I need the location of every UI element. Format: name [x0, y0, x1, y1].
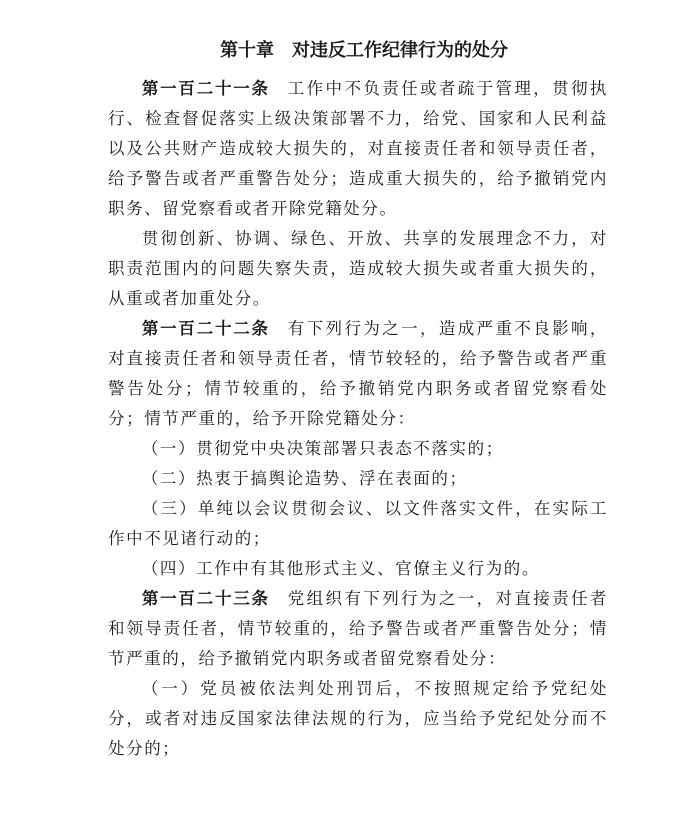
article-123-text-1: 党组织有下列行为之一，对直接责任者和领导责任者，情节较重的，给予警告或者严重警告处分；情节严重的，给予撤销党内职务或者留党察看处分： — [108, 589, 609, 668]
article-122-item-1: （一）贯彻党中央决策部署只表态不落实的； — [141, 439, 504, 458]
article-122-paragraph-1 — [108, 314, 608, 434]
document-page — [108, 38, 608, 764]
article-121-paragraph-1 — [108, 74, 608, 224]
article-122-item-3: （三）单纯以会议贯彻会议、以文件落实文件，在实际工作中不见诸行动的； — [108, 499, 608, 548]
article-121-paragraph-2: 贯彻创新、协调、绿色、开放、共享的发展理念不力，对职责范围内的问题失察失责，造成较大损失或者重大损失的，从重或者加重处分。 — [108, 229, 608, 308]
article-122-item-4: （四）工作中有其他形式主义、官僚主义行为的。 — [141, 559, 541, 578]
article-121-number: 第一百二十一条 — [141, 79, 270, 98]
article-122-text-1: 有下列行为之一，造成严重不良影响，对直接责任者和领导责任者，情节较轻的，给予警告或者严重警告处分；情节较重的，给予撤销党内职务或者留党察看处分；情节严重的，给予开除党籍处分： — [108, 319, 609, 428]
article-123-item-1: （一）党员被依法判处刑罚后，不按照规定给予党纪处分，或者对违反国家法律法规的行为，应当给予党纪处分而不处分的； — [108, 679, 608, 758]
article-123-paragraph-1 — [108, 584, 608, 674]
chapter-title: 第十章 对违反工作纪律行为的处分 — [220, 40, 508, 61]
article-122-item-2: （二）热衷于搞舆论造势、浮在表面的； — [141, 469, 468, 488]
article-121-text-1: 工作中不负责任或者疏于管理，贯彻执行、检查督促落实上级决策部署不力，给党、国家和人民利益以及公共财产造成较大损失的，对直接责任者和领导责任者，给予警告或者严重警告处分；造成重大损失的，给予撤销党内职务、留党察看或者开除党籍处分。 — [108, 79, 609, 218]
article-122-number: 第一百二十二条 — [141, 319, 270, 338]
article-123-number: 第一百二十三条 — [141, 589, 270, 608]
